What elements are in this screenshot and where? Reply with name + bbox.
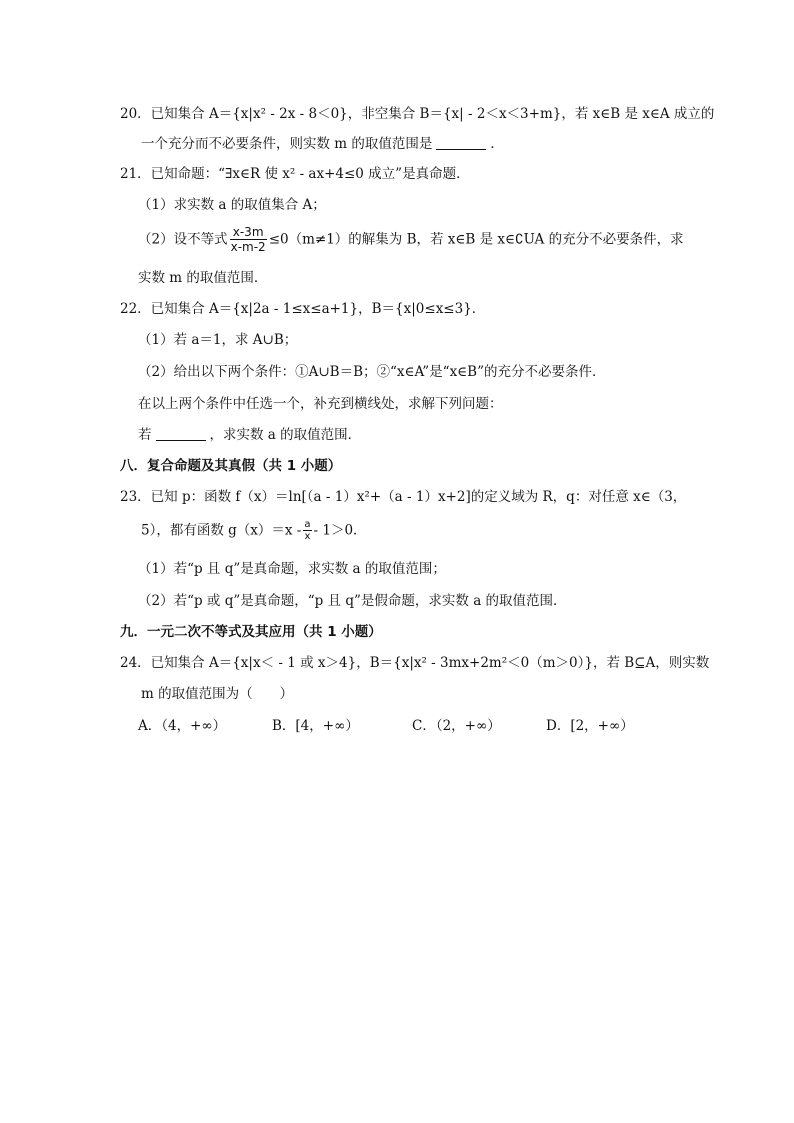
q24-choice-b: B．[4，+∞） — [272, 718, 359, 734]
q21-fraction-denominator: x-m-2 — [230, 240, 266, 254]
q22-fill — [138, 425, 361, 445]
q21-part2 — [138, 225, 684, 255]
q20-line2 — [141, 134, 504, 154]
q21-fraction — [230, 225, 267, 255]
q23-line1: 23．已知 p：函数 f（x）＝ln[（a - 1）x²+（a - 1）x+2]的定义域为 R，q：对任意 x∈（3， — [120, 489, 687, 505]
q23-fraction — [303, 519, 311, 543]
q24-choice-d: D．[2，+∞） — [546, 718, 634, 734]
q22-line1: 22．已知集合 A＝{x|2a - 1≤x≤a+1}，B＝{x|0≤x≤3}． — [120, 301, 486, 317]
q22-part1: （1）若 a＝1，求 A∪B； — [138, 332, 298, 348]
section-8-title: 八．复合命题及其真假（共 1 小题） — [120, 458, 342, 474]
q24-choice-c: C．（2，+∞） — [412, 718, 501, 734]
q21-part1: （1）求实数 a 的取值集合 A； — [138, 197, 326, 213]
q20-text: 一个充分而不必要条件，则实数 m 的取值范围是 — [141, 136, 433, 152]
q21-part2-suffix: ≤0（m≠1）的解集为 B，若 x∈B 是 x∈∁UA 的充分不必要条件，求 — [268, 231, 684, 248]
q23-line2 — [141, 519, 367, 543]
q21-part2-prefix: （2）设不等式 — [138, 231, 228, 248]
q23-line2-suffix: - 1＞0． — [313, 522, 367, 539]
q21-line1: 21．已知命题：“∃x∈R 使 x² - ax+4≤0 成立”是真命题． — [120, 166, 470, 182]
q23-fraction-numerator: a — [304, 519, 311, 530]
q20-end: ． — [490, 136, 504, 152]
q22-answer-blank — [156, 426, 206, 441]
q24-line2: m 的取值范围为（ ） — [141, 686, 294, 702]
q23-fraction-denominator: x — [304, 531, 311, 542]
q20-line1: 20．已知集合 A＝{x|x² - 2x - 8＜0}，非空集合 B＝{x| - 2＜x＜3+m}，若 x∈B 是 x∈A 成立的 — [120, 106, 715, 122]
q20-answer-blank — [436, 135, 486, 150]
q22-fill-before: 若 — [138, 427, 152, 443]
q24-choice-a: A．（4，+∞） — [138, 718, 227, 734]
q24-line1: 24．已知集合 A＝{x|x＜ - 1 或 x＞4}，B＝{x|x² - 3mx+2m²＜0（m＞0）}，若 B⊆A，则实数 — [120, 655, 710, 671]
q22-part2: （2）给出以下两个条件：①A∪B＝B；②“x∈A”是“x∈B”的充分不必要条件． — [138, 364, 606, 380]
q23-part1: （1）若“p 且 q”是真命题，求实数 a 的取值范围； — [138, 561, 446, 577]
q23-part2: （2）若“p 或 q”是真命题，“p 且 q”是假命题，求实数 a 的取值范围． — [138, 593, 567, 609]
q22-fill-after: ，求实数 a 的取值范围． — [209, 427, 362, 443]
section-9-title: 九．一元二次不等式及其应用（共 1 小题） — [120, 624, 382, 640]
q22-note: 在以上两个条件中任选一个，补充到横线处，求解下列问题： — [138, 396, 503, 412]
q23-line2-prefix: 5），都有函数 g（x）＝x - — [141, 522, 302, 539]
q21-part2-cont: 实数 m 的取值范围． — [138, 270, 268, 286]
q21-fraction-numerator: x-3m — [230, 225, 267, 240]
